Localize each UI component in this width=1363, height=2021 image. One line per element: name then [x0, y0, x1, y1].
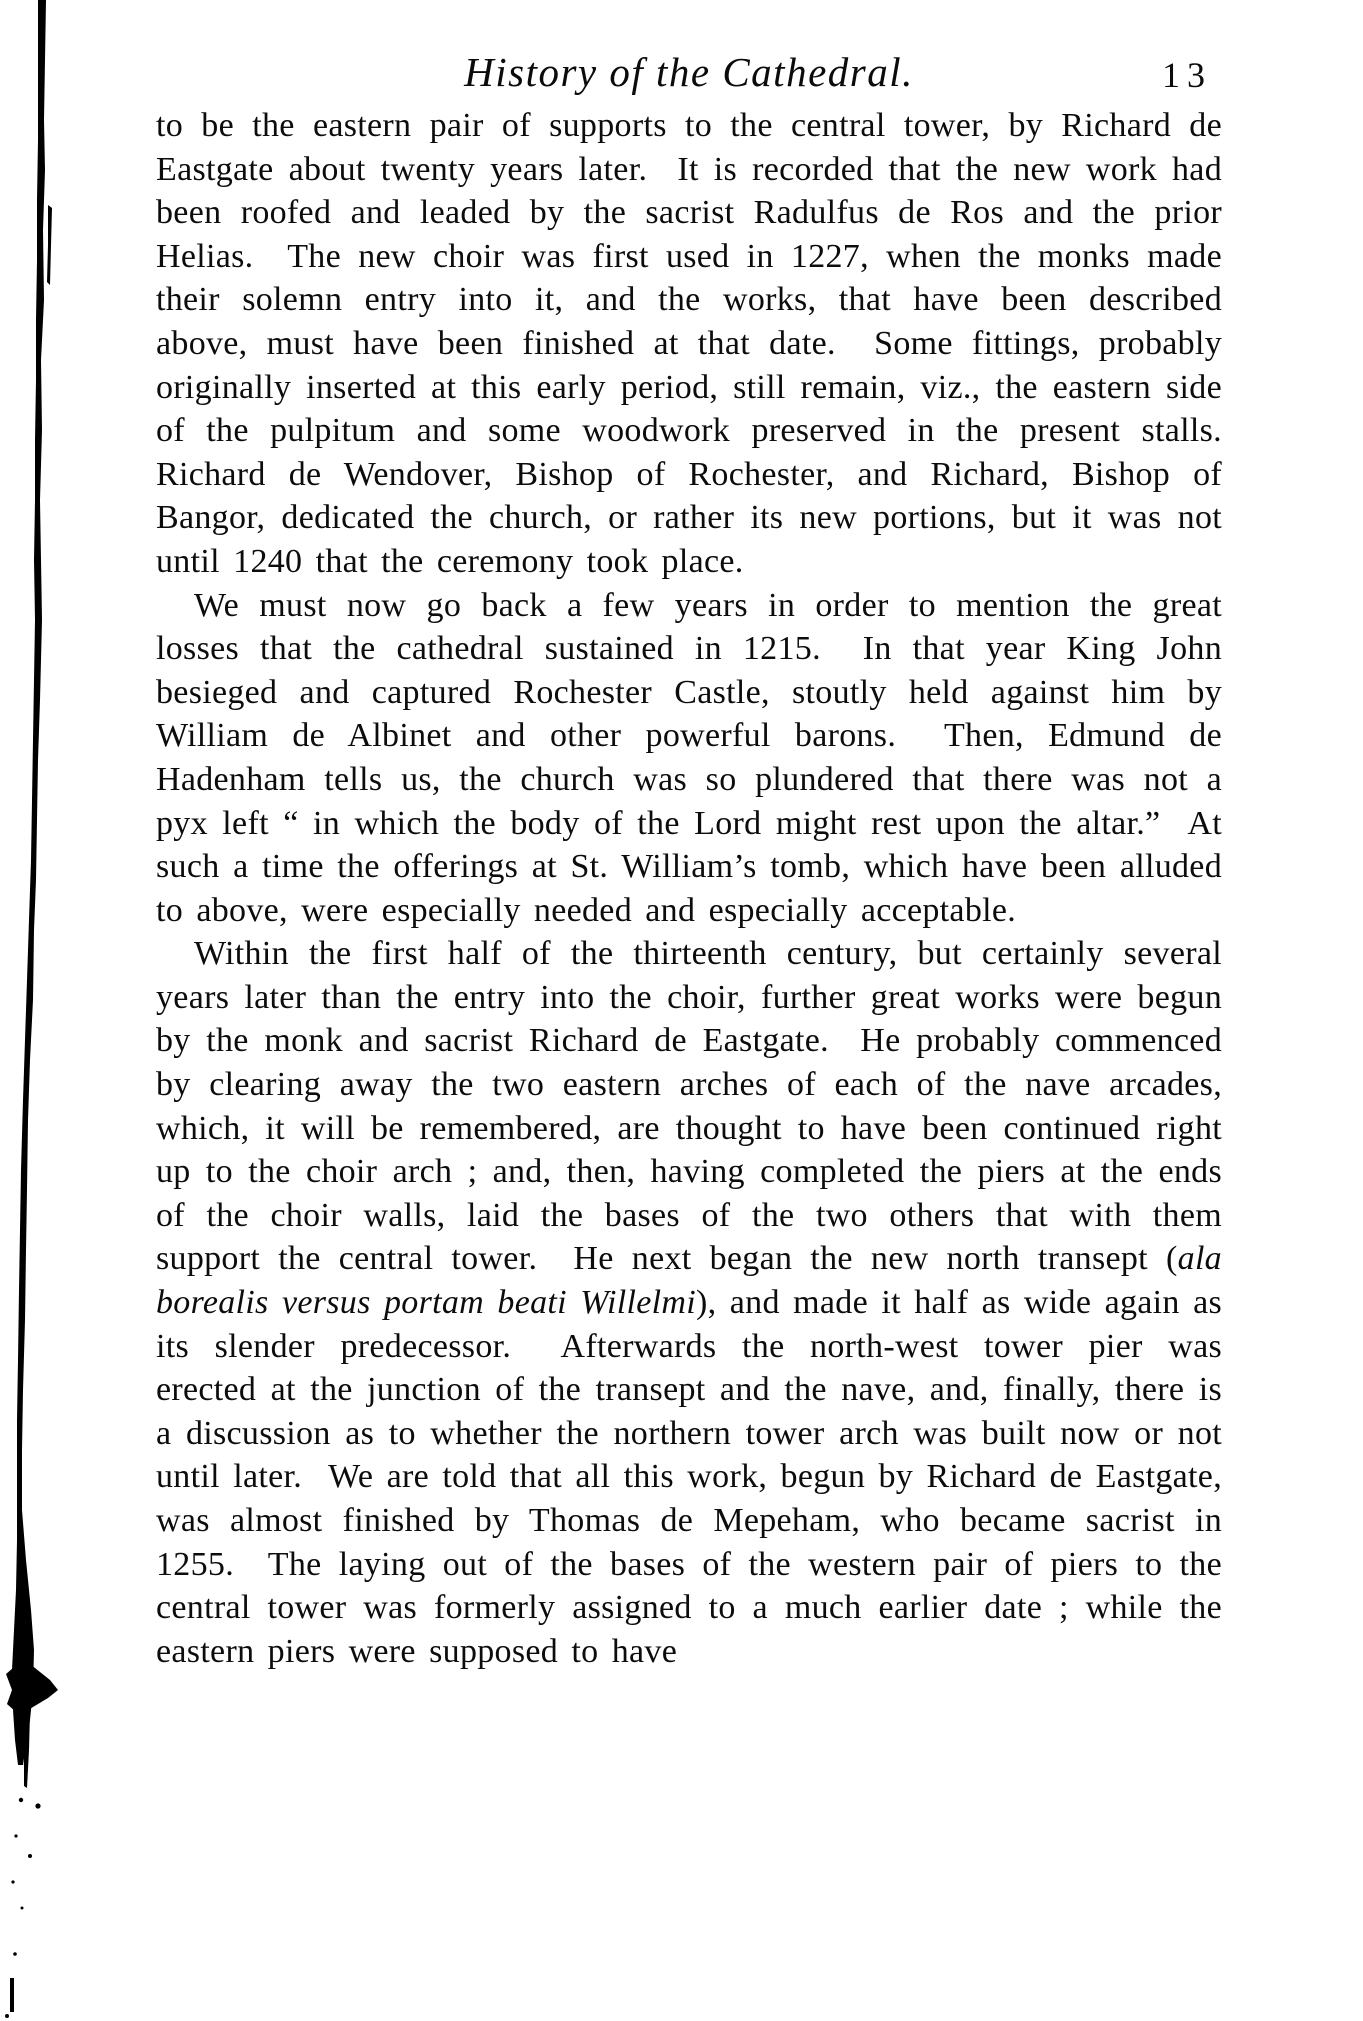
- ink-speck: [13, 1952, 17, 1956]
- ink-tick: [10, 1978, 14, 2012]
- paragraph-3: [156, 932, 1236, 1673]
- latin-phrase-italic: ala borealis versus portam beati Willelmi: [156, 1240, 1236, 1322]
- ink-speck: [21, 1907, 24, 1910]
- paragraph-3-pre: Within the first half of the thirteenth century, but certainly several years later than the entry into the choir, further great works were begun by the monk and sacrist Richard de Eastgate. He probably commenced by clearing away the two eastern arches of each of the nave arcades, which, it will be remembered, are thought to have been continued right up to the choir arch ; and, then, having completed the piers at the ends of the choir walls, laid the bases of the two others that with them support the central tower. He next began the new north transept (: [156, 935, 1236, 1278]
- page-header: [156, 48, 1222, 108]
- ink-speck: [11, 1880, 14, 1883]
- ink-blotch: [6, 1662, 58, 1712]
- ink-speck: [14, 1834, 17, 1837]
- binding-streak-secondary: [47, 205, 52, 285]
- ink-blotch-tail: [24, 1712, 30, 1788]
- ink-speck: [35, 1803, 40, 1808]
- ink-speck: [28, 1854, 32, 1858]
- ink-speck: [5, 2014, 9, 2018]
- paragraph-3-post: ), and made it half as wide again as its slender predecessor. Afterwards the north-west tower pier was erected at the junction of the transept and the nave, and, finally, there is a discussion as to whether the northern tower arch was built now or not until later. We are told that all this work, begun by Richard de Eastgate, was almost finished by Thomas de Mepeham, who became sacrist in 1255. The laying out of the bases of the western pair of piers to the central tower was formerly assigned to a much earlier date ; while the eastern piers were supposed to have: [156, 1284, 1236, 1670]
- binding-streak-shape: [12, 0, 46, 1765]
- ink-speck: [19, 1798, 23, 1802]
- scan-binding-artifact: [0, 0, 80, 2021]
- page-body: [156, 104, 1249, 1673]
- running-title: History of the Cathedral.: [464, 49, 914, 95]
- paragraph-2: We must now go back a few years in order to mention the great losses that the cathedral sustained in 1215. In that year King John besieged and captured Rochester Castle, stoutly held against him by William de Albinet and other powerful barons. Then, Edmund de Hadenham tells us, the church was so plundered that there was not a pyx left “ in which the body of the Lord might rest upon the altar.” At such a time the offerings at St. William’s tomb, which have been alluded to above, were especially needed and especially acceptable.: [156, 586, 1236, 929]
- page-number: 13: [1162, 55, 1212, 95]
- paragraph-1: to be the eastern pair of supports to the central tower, by Richard de Eastgate about twenty years later. It is recorded that the new work had been roofed and leaded by the sacrist Radulfus de Ros and the prior Helias. The new choir was first used in 1227, when the monks made their solemn entry into it, and the works, that have been described above, must have been finished at that date. Some fittings, probably originally inserted at this early period, still remain, viz., the eastern side of the pulpitum and some woodwork preserved in the present stalls. Richard de Wendover, Bishop of Rochester, and Richard, Bishop of Bangor, dedicated the church, or rather its new portions, but it was not until 1240 that the ceremony took place.: [156, 107, 1249, 580]
